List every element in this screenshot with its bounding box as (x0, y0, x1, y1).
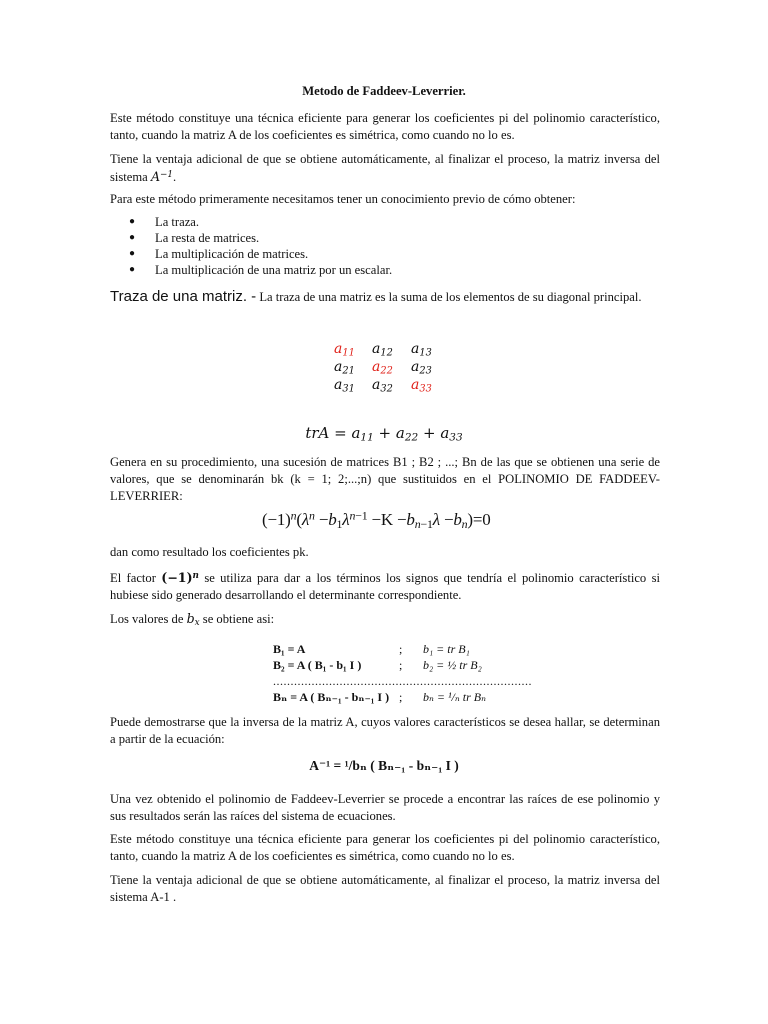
matrix-display (332, 340, 452, 394)
traza-heading: Traza de una matriz. - (110, 288, 257, 305)
inverse-equation: A⁻¹ = ¹/bₙ ( Bₙ₋₁ - bₙ₋₁ I ) (309, 758, 459, 773)
repeat-paragraph-1: Este método constituye una técnica eficiente para generar los coeficientes pi del polinomio característico, tanto, cuando la matriz A de los coeficientes es simétrica, como cuando no lo es. (110, 832, 660, 863)
intro-paragraph-3: Para este método primeramente necesitamos tener un conocimiento previo de cómo obtener: (110, 192, 576, 206)
matrix-row (332, 376, 452, 394)
list-item (110, 262, 392, 278)
matrix-cell-21: $a_{21}$ (334, 359, 355, 377)
list-item-label: La resta de matrices. (155, 231, 260, 245)
puede-paragraph: Puede demostrarse que la inversa de la matriz A, cuyos valores característicos se desea hallar, se determinan a partir de la ecuación: (110, 715, 660, 746)
valores-pre: Los valores de (110, 612, 187, 626)
equation-right: bₙ = ¹/ₙ tr Bₙ (423, 690, 486, 704)
trace-equation: trA = $a_{11} + a_{22} + a_{33}$ (305, 424, 463, 444)
matrix-cell-23: $a_{23}$ (411, 359, 432, 377)
equation-right: b₁ = tr B₁ (423, 642, 470, 656)
factor-post: se utiliza para dar a los términos los signos que tendría el polinomio característico si hubiese sido generado desarrollando el determinante correspondiente. (110, 571, 660, 602)
bullet-icon: ● (129, 216, 136, 227)
valores-sub: x (194, 618, 200, 629)
factor-sup: n (192, 571, 199, 582)
equation-separator: ; (399, 658, 403, 672)
list-item-label: La traza. (155, 215, 200, 229)
bullet-icon: ● (129, 248, 136, 259)
matrix-row (332, 340, 452, 358)
intro-paragraph-1: Este método constituye una técnica eficiente para generar los coeficientes pi del polinomio característico, tanto, cuando la matriz A de los coeficientes es simétrica, como cuando no lo es. (110, 111, 660, 142)
matrix-cell-31: $a_{31}$ (334, 377, 355, 395)
matrix-cell-11: $a_{11}$ (334, 341, 355, 359)
equation-separator: ; (399, 690, 403, 704)
equation-left: B₁ = A (273, 642, 306, 656)
matrix-cell-32: $a_{32}$ (372, 377, 393, 395)
dan-paragraph: dan como resultado los coeficientes pk. (110, 545, 309, 559)
repeat-paragraph-2: Tiene la ventaja adicional de que se obtiene automáticamente, al finalizar el proceso, la matriz inversa del sistema A-1 . (110, 873, 660, 904)
list-item-label: La multiplicación de matrices. (155, 247, 309, 261)
intro2-end: . (173, 170, 177, 184)
intro-paragraph-2 (110, 151, 660, 186)
valores-paragraph (110, 610, 660, 628)
equation-row (273, 689, 513, 705)
recurrence-equations (273, 641, 532, 705)
equation-left: Bₙ = A ( Bₙ₋₁ - bₙ₋₁ I ) (273, 690, 390, 704)
valores-math: b (186, 611, 195, 626)
equation-row (273, 641, 513, 657)
intro2-sup: −1 (160, 170, 174, 181)
equation-right: b₂ = ½ tr B₂ (423, 658, 482, 672)
factor-math: (−1) (161, 570, 193, 585)
bullet-list (110, 214, 392, 278)
matrix-cell-22: $a_{22}$ (372, 359, 393, 377)
traza-paragraph (110, 288, 670, 306)
faddeev-polynomial: $(-1)^n(\lambda^n -b_1\lambda^{n-1} -K -b_{n-1}\lambda -b_n)=0$ (262, 508, 491, 531)
equation-separator: ; (399, 642, 403, 656)
document-title: Metodo de Faddeev-Leverrier. (302, 84, 466, 98)
intro2-text: Tiene la ventaja adicional de que se obtiene automáticamente, al finalizar el proceso, la matriz inversa del sistema (110, 152, 660, 184)
equation-left: B₂ = A ( B₁ - b₁ I ) (273, 658, 362, 672)
matrix-cell-13: $a_{13}$ (411, 341, 432, 359)
bullet-icon: ● (129, 232, 136, 243)
bullet-icon: ● (129, 264, 136, 275)
list-item (110, 230, 392, 246)
list-item (110, 214, 392, 230)
traza-text: La traza de una matriz es la suma de los elementos de su diagonal principal. (256, 290, 642, 304)
matrix-cell-33: $a_{33}$ (411, 377, 432, 395)
factor-paragraph (110, 569, 660, 604)
matrix-cell-12: $a_{12}$ (372, 341, 393, 359)
factor-pre: El factor (110, 571, 162, 585)
una-vez-paragraph: Una vez obtenido el polinomio de Faddeev-Leverrier se procede a encontrar las raíces de ese polinomio y sus resultados serán las raíces del sistema de ecuaciones. (110, 792, 660, 823)
dotted-separator: .......................................................................... (273, 674, 532, 688)
intro2-math: A (150, 169, 161, 184)
list-item-label: La multiplicación de una matriz por un escalar. (155, 263, 393, 277)
list-item (110, 246, 392, 262)
valores-post: se obtiene asi: (199, 612, 275, 626)
matrix-row (332, 358, 452, 376)
genera-paragraph: Genera en su procedimiento, una sucesión de matrices B1 ; B2 ; ...; Bn de las que se obtienen una serie de valores, que se denominarán bk (k = 1; 2;...;n) que sustituidos en el POLINOMIO DE FADDEEV-LEVERRIER: (110, 455, 660, 503)
equation-row (273, 657, 513, 673)
